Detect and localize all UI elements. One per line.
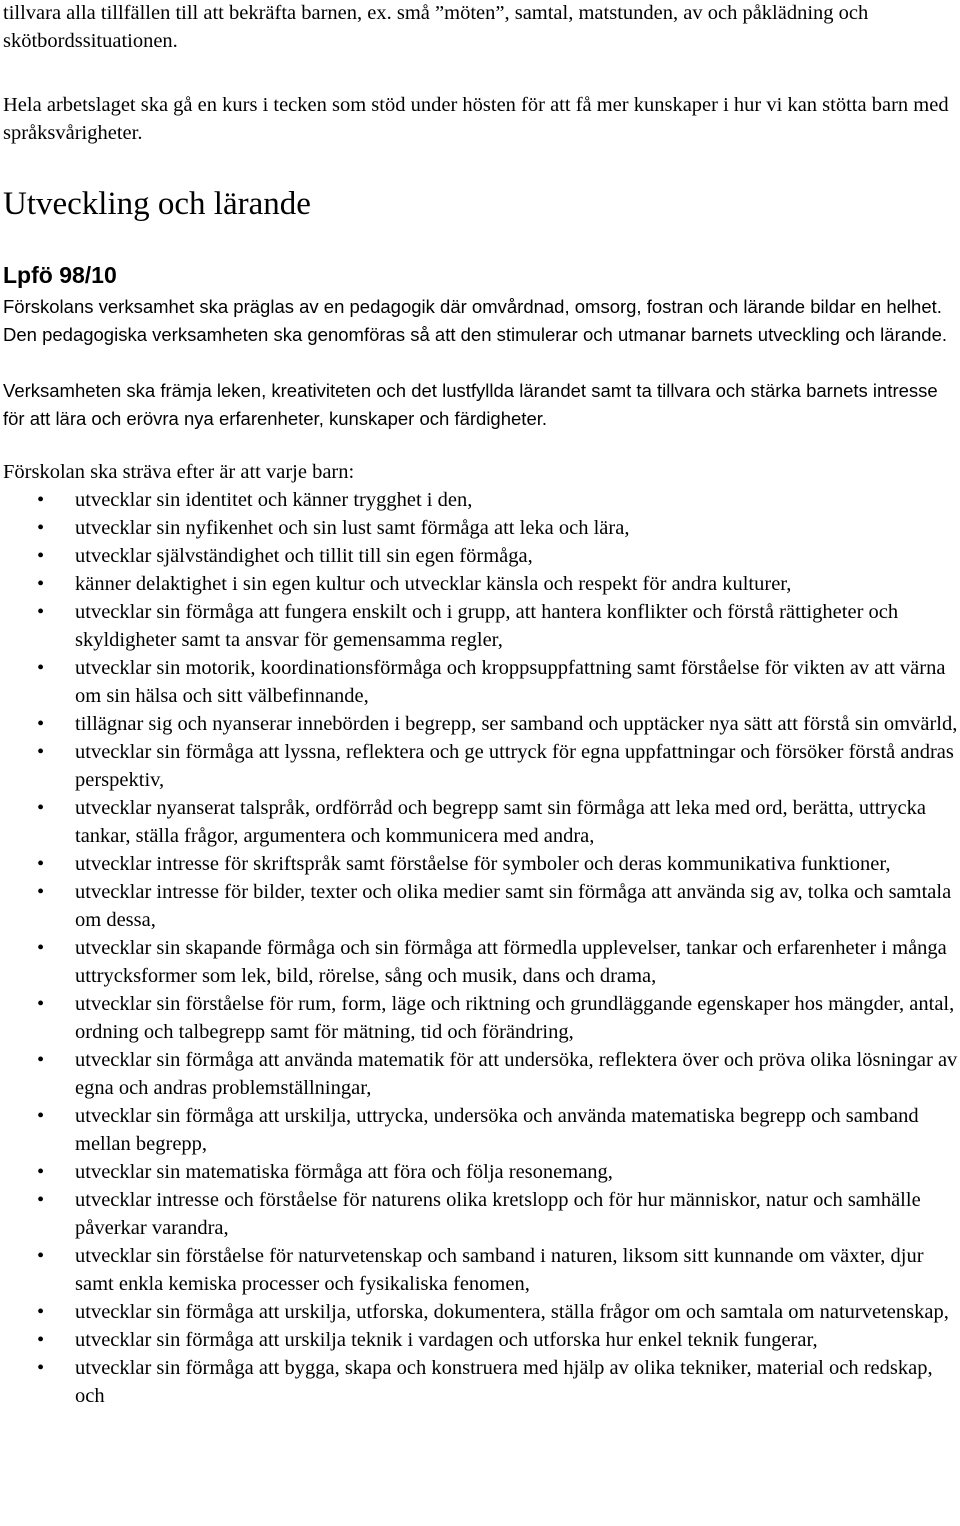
bullet-icon: • [37,545,45,567]
bullet-icon: • [37,601,45,623]
list-item [0,514,960,542]
bullet-icon: • [37,1357,45,1379]
bullet-icon: • [37,881,45,903]
list-item [0,598,960,654]
list-item [0,934,960,990]
list-item [0,654,960,710]
list-item-text: utvecklar nyanserat talspråk, ordförråd och begrepp samt sin förmåga att leka med ord, berätta, uttrycka tankar, ställa frågor, argumentera och kommunicera med andra, [75,797,926,847]
list-item-text: utvecklar sin förmåga att använda matematik för att undersöka, reflektera över och pröva olika lösningar av egna och andras problemställningar, [75,1049,958,1099]
list-item [0,486,960,514]
list-item-text: utvecklar intresse för bilder, texter och olika medier samt sin förmåga att använda sig av, tolka och samtala om dessa, [75,881,952,931]
list-item-text: utvecklar sin matematiska förmåga att föra och följa resonemang, [75,1161,613,1183]
list-item-text: tillägnar sig och nyanserar innebörden i begrepp, ser samband och upptäcker nya sätt att förstå sin omvärld, [75,713,958,735]
list-item [0,850,960,878]
bullet-icon: • [37,489,45,511]
list-item-text: utvecklar sin motorik, koordinationsförmåga och kroppsuppfattning samt förståelse för vikten av att värna om sin hälsa och sitt välbefinnande, [75,657,946,707]
bullet-icon: • [37,657,45,679]
list-item [0,1326,960,1354]
list-item [0,1158,960,1186]
goals-list [0,486,960,1410]
bullet-icon: • [37,741,45,763]
curriculum-paragraph-1: Förskolans verksamhet ska präglas av en pedagogik där omvårdnad, omsorg, fostran och lärande bildar en helhet. Den pedagogiska verksamheten ska genomföras så att den stimulerar och utmanar barnets utveckling och lärande. [3,296,948,345]
list-item-text: utvecklar sin skapande förmåga och sin förmåga att förmedla upplevelser, tankar och erfarenheter i många uttrycksformer som lek, bild, rörelse, sång och musik, dans och drama, [75,937,947,987]
bullet-icon: • [37,1245,45,1267]
section-title: Utveckling och lärande [3,186,311,222]
list-item [0,542,960,570]
bullet-icon: • [37,1049,45,1071]
bullet-icon: • [37,993,45,1015]
bullet-icon: • [37,853,45,875]
bullet-icon: • [37,1301,45,1323]
intro-paragraph-continuation: tillvara alla tillfällen till att bekräfta barnen, ex. små ”möten”, samtal, matstunden, av och påklädning och skötbordssituationen. [3,2,869,52]
curriculum-paragraph-2: Verksamheten ska främja leken, kreativiteten och det lustfyllda lärandet samt ta tillvara och stärka barnets intresse för att lära och erövra nya erfarenheter, kunskaper och färdigheter. [3,380,938,429]
bullet-icon: • [37,573,45,595]
list-item-text: utvecklar sin förståelse för naturvetenskap och samband i naturen, liksom sitt kunnande om växter, djur samt enkla kemiska processer och fysikaliska fenomen, [75,1245,924,1295]
list-item [0,1046,960,1102]
list-item-text: utvecklar sin förmåga att lyssna, reflektera och ge uttryck för egna uppfattningar och försöker förstå andras perspektiv, [75,741,954,791]
bullet-icon: • [37,1189,45,1211]
list-item [0,1242,960,1298]
curriculum-title: Lpfö 98/10 [3,262,117,288]
bullet-icon: • [37,937,45,959]
goals-intro: Förskolan ska sträva efter är att varje barn: [3,461,355,483]
list-item-text: utvecklar intresse för skriftspråk samt förståelse för symboler och deras kommunikativa funktioner, [75,853,891,875]
list-item-text: utvecklar sin förmåga att fungera enskilt och i grupp, att hantera konflikter och förstå rättigheter och skyldigheter samt ta ansvar för gemensamma regler, [75,601,899,651]
bullet-icon: • [37,797,45,819]
course-paragraph: Hela arbetslaget ska gå en kurs i tecken som stöd under hösten för att få mer kunskaper i hur vi kan stötta barn med språksvårigheter. [3,94,949,144]
list-item-text: utvecklar sin förmåga att bygga, skapa och konstruera med hjälp av olika tekniker, material och redskap, och [75,1357,933,1407]
list-item [0,1298,960,1326]
list-item [0,878,960,934]
list-item-text: utvecklar intresse och förståelse för naturens olika kretslopp och för hur människor, natur och samhälle påverkar varandra, [75,1189,921,1239]
list-item-text: utvecklar sin identitet och känner trygghet i den, [75,489,473,511]
list-item [0,1354,960,1410]
list-item [0,990,960,1046]
list-item [0,710,960,738]
list-item-text: känner delaktighet i sin egen kultur och utvecklar känsla och respekt för andra kulturer, [75,573,792,595]
list-item [0,1186,960,1242]
list-item [0,570,960,598]
bullet-icon: • [37,1105,45,1127]
list-item-text: utvecklar sin förmåga att urskilja teknik i vardagen och utforska hur enkel teknik fungerar, [75,1329,818,1351]
bullet-icon: • [37,1161,45,1183]
bullet-icon: • [37,713,45,735]
list-item [0,738,960,794]
list-item-text: utvecklar självständighet och tillit till sin egen förmåga, [75,545,533,567]
list-item-text: utvecklar sin förmåga att urskilja, utforska, dokumentera, ställa frågor om och samtala om naturvetenskap, [75,1301,949,1323]
list-item-text: utvecklar sin förmåga att urskilja, uttrycka, undersöka och använda matematiska begrepp och samband mellan begrepp, [75,1105,919,1155]
list-item [0,1102,960,1158]
list-item [0,794,960,850]
list-item-text: utvecklar sin förståelse för rum, form, läge och riktning och grundläggande egenskaper hos mängder, antal, ordning och talbegrepp samt för mätning, tid och förändring, [75,993,955,1043]
list-item-text: utvecklar sin nyfikenhet och sin lust samt förmåga att leka och lära, [75,517,630,539]
bullet-icon: • [37,1329,45,1351]
bullet-icon: • [37,517,45,539]
